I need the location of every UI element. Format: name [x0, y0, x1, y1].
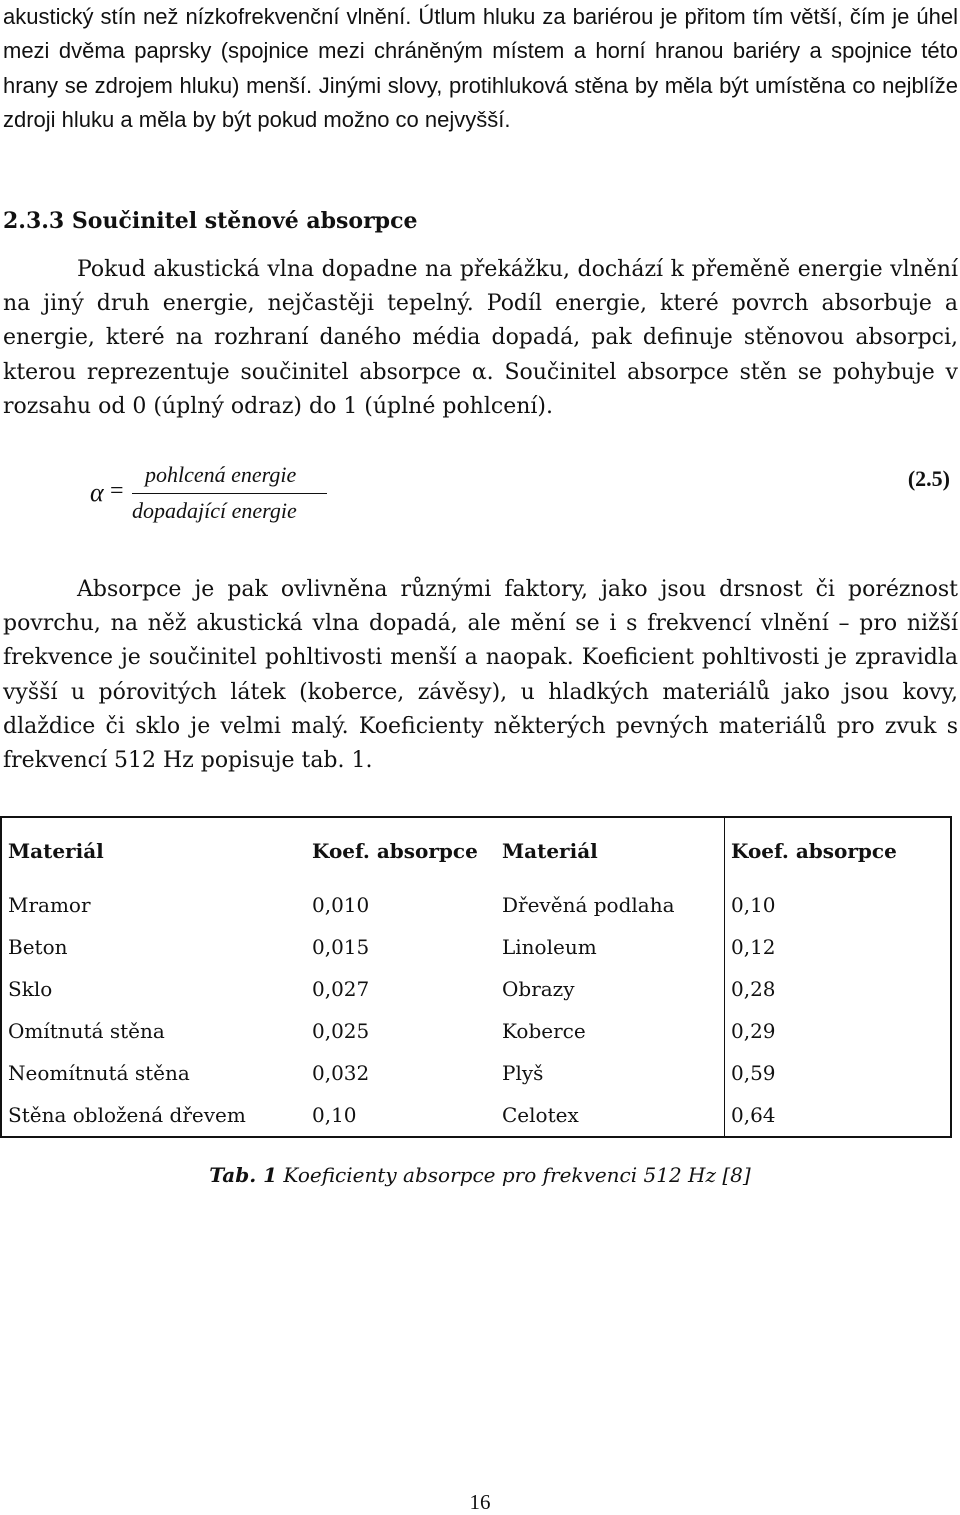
- table-cell: Sklo: [8, 977, 53, 1001]
- table-row: [1, 1010, 951, 1052]
- table-cell: Koberce: [496, 1010, 725, 1052]
- table-cell: 0,12: [731, 935, 776, 959]
- table-row: [1, 968, 951, 1010]
- section-heading: 2.3.3 Součinitel stěnové absorpce: [3, 208, 418, 234]
- table-row: [1, 884, 951, 926]
- table-cell: 0,59: [731, 1061, 776, 1085]
- table-cell: Linoleum: [496, 926, 725, 968]
- table-caption-label: Tab. 1: [209, 1163, 278, 1187]
- absorption-table: [0, 816, 952, 1138]
- formula-absorption-coefficient: [90, 462, 960, 532]
- paragraph-absorption-definition: Pokud akustická vlna dopadne na překážku, dochází k přeměně energie vlnění na jiný druh energie, nejčastěji tepelný. Podíl energie, které povrch absorbuje a energie, které na rozhraní daného média dopadá, pak definuje stěnovou absorpci, kterou reprezentuje součinitel absorpce α. Součinitel absorpce stěn se pohybuje v rozsahu od 0 (úplný odraz) do 1 (úplné pohlcení).: [3, 257, 958, 419]
- paragraph-noise-barrier: akustický stín než nízkofrekvenční vlnění. Útlum hluku za bariérou je přitom tím větší, čím je úhel mezi dvěma paprsky (spojnice mezi chráněným místem a horní hranou bariéry a spojnice této hrany se zdrojem hluku) menší. Jinými slovy, protihluková stěna by měla být umístěna co nejblíže zdroji hluku a měla by být pokud možno co nejvyšší.: [3, 4, 958, 133]
- table-cell: 0,027: [312, 977, 370, 1001]
- table-cell: 0,28: [731, 977, 776, 1001]
- table-cell: 0,025: [312, 1019, 370, 1043]
- table-cell: Plyš: [496, 1052, 725, 1094]
- table-header-cell: Materiál: [496, 817, 725, 884]
- table-header-cell: Materiál: [8, 839, 104, 863]
- formula-number: (2.5): [907, 466, 950, 491]
- formula-equals-sign: =: [110, 478, 124, 504]
- table-cell: Neomítnutá stěna: [8, 1061, 190, 1085]
- formula-alpha-symbol: α: [90, 478, 104, 507]
- table-cell: 0,010: [312, 893, 370, 917]
- formula-denominator: dopadající energie: [132, 498, 297, 523]
- table-cell: Stěna obložená dřevem: [8, 1103, 246, 1127]
- table-cell: Dřevěná podlaha: [496, 884, 725, 926]
- table-cell: 0,015: [312, 935, 370, 959]
- formula-numerator: pohlcená energie: [145, 462, 297, 487]
- table-row: [1, 926, 951, 968]
- table-cell: Mramor: [8, 893, 91, 917]
- table-header-cell: Koef. absorpce: [731, 839, 897, 863]
- table-caption: [0, 1163, 960, 1187]
- table-caption-text: Koeficienty absorpce pro frekvenci 512 Hz [8]: [277, 1163, 751, 1187]
- table-cell: Obrazy: [496, 968, 725, 1010]
- table-cell: 0,64: [731, 1103, 776, 1127]
- page-number: 16: [469, 1490, 491, 1514]
- table-cell: Beton: [8, 935, 68, 959]
- table-header-row: [1, 817, 951, 884]
- table-row: [1, 1052, 951, 1094]
- table-cell: 0,032: [312, 1061, 370, 1085]
- table-header-cell: Koef. absorpce: [312, 839, 478, 863]
- table-cell: 0,10: [312, 1103, 357, 1127]
- table-row: [1, 1094, 951, 1137]
- paragraph-absorption-factors: Absorpce je pak ovlivněna různými faktory, jako jsou drsnost či poréznost povrchu, na něž akustická vlna dopadá, ale mění se i s frekvencí vlnění – pro nižší frekvence je součinitel pohltivosti menší a naopak. Koeficient pohltivosti je zpravidla vyšší u pórovitých látek (koberce, závěsy), u hladkých materiálů jako jsou kovy, dlaždice či sklo je velmi malý. Koeficienty některých pevných materiálů pro zvuk s frekvencí 512 Hz popisuje tab. 1.: [3, 577, 958, 774]
- table-cell: 0,29: [731, 1019, 776, 1043]
- table-cell: Omítnutá stěna: [8, 1019, 165, 1043]
- formula-fraction-bar: [132, 493, 327, 494]
- table-cell: 0,10: [731, 893, 776, 917]
- table-cell: Celotex: [496, 1094, 725, 1137]
